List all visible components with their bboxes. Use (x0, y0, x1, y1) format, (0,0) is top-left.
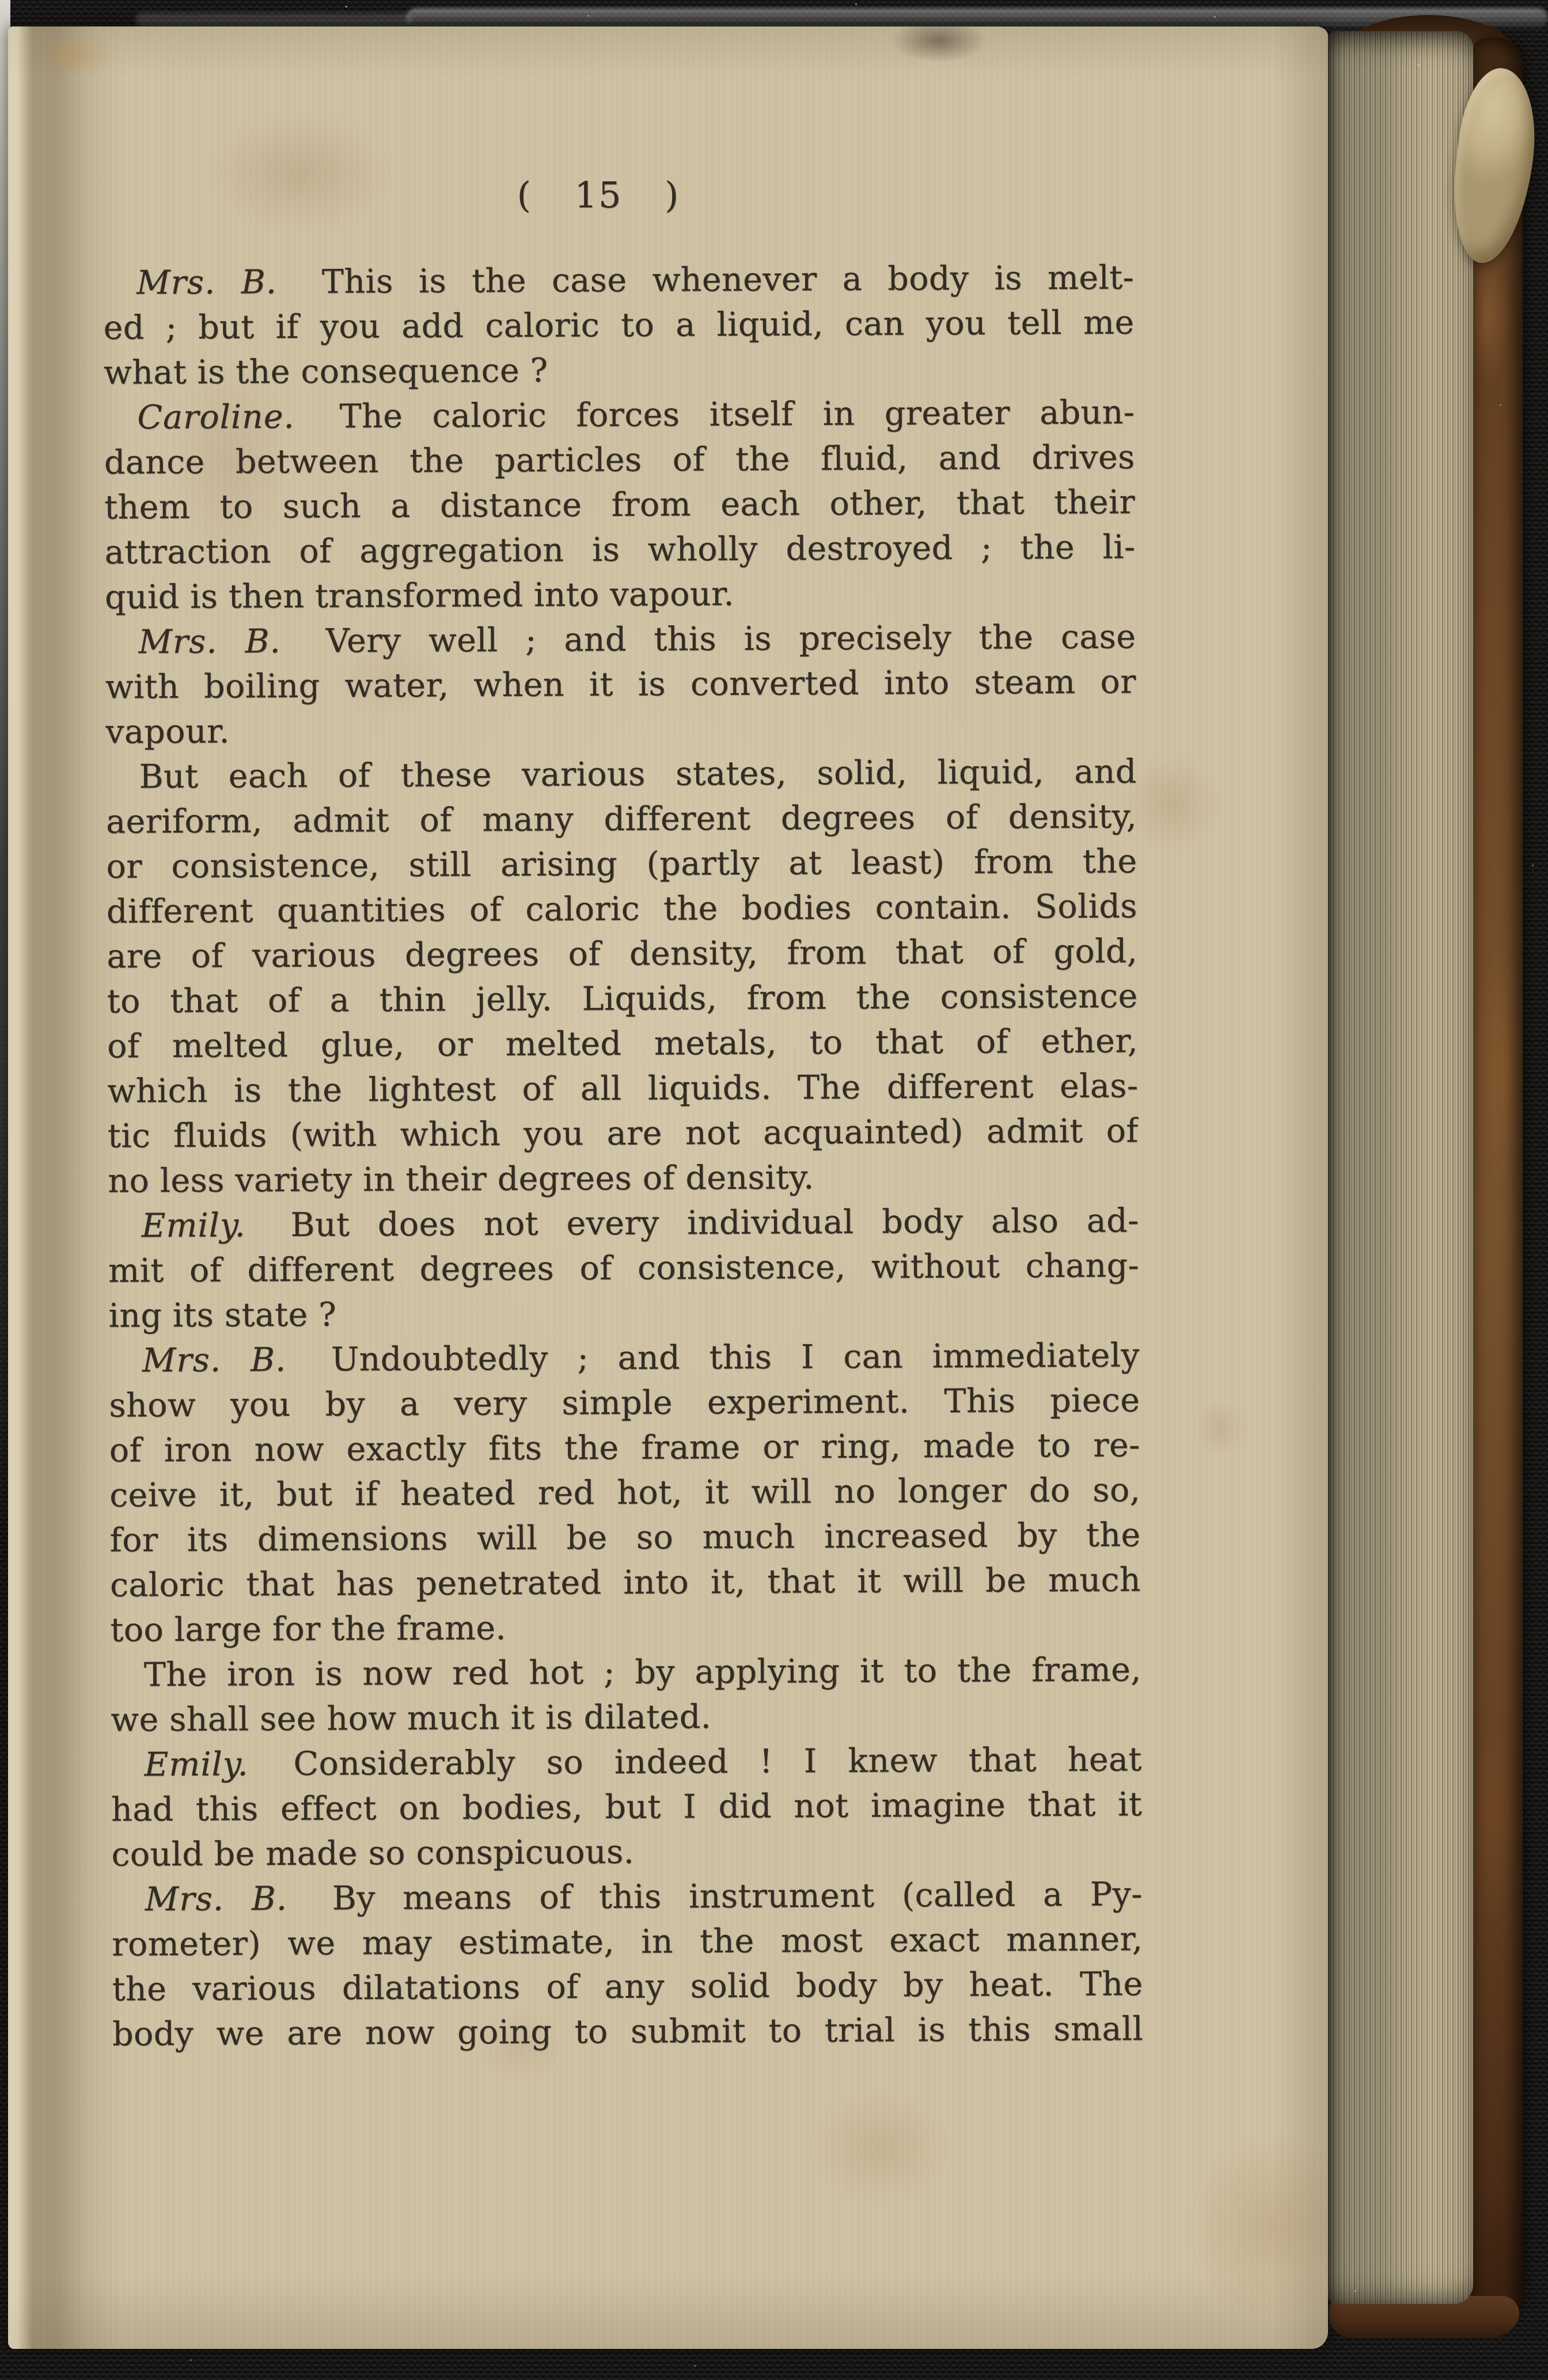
speaker-name: Emily. (141, 1206, 246, 1245)
text-line: or consistence, still arising (partly at least) from the (106, 842, 1137, 886)
paragraph (105, 614, 1136, 754)
text-line: we shall see how much it is dilated. (111, 1698, 712, 1739)
text-line: vapour. (105, 712, 230, 751)
speaker-name: Caroline. (137, 397, 295, 437)
book-page (8, 26, 1328, 2349)
text-line: to that of a thin jelly. Liquids, from the consistence (107, 977, 1138, 1021)
text-line: too large for the frame. (110, 1609, 507, 1649)
text-line: for its dimensions will be so much increased by the (109, 1516, 1141, 1560)
text-line: caloric that has penetrated into it, that it will be much (109, 1561, 1141, 1605)
paragraph (103, 255, 1135, 395)
dust-specks (0, 0, 2, 2)
text-line: what is the consequence ? (103, 351, 548, 392)
text-line: which is the lightest of all liquids. The different elas- (107, 1067, 1139, 1111)
text-line: ing its state ? (108, 1295, 337, 1335)
text-line: Mrs. B. This is the case whenever a body is melt- (136, 258, 1135, 302)
text-line: dance between the particles of the fluid, and drives (104, 438, 1135, 482)
paragraph (109, 1333, 1141, 1652)
paragraph (111, 1737, 1142, 1877)
text-column (103, 255, 1143, 2056)
leather-binding (1472, 38, 1523, 2322)
speaker-name: Emily. (144, 1745, 249, 1784)
text-line: are of various degrees of density, from that of gold, (107, 932, 1138, 976)
text-line: had this effect on bodies, but I did not imagine that it (111, 1785, 1143, 1829)
speaker-name: Mrs. B. (136, 263, 278, 302)
text-line: of melted glue, or melted metals, to that of ether, (107, 1022, 1139, 1066)
text-line: body we are now going to submit to trial is this small (112, 2010, 1144, 2054)
text-line: Caroline. The caloric forces itself in greater abun- (137, 393, 1135, 437)
text-line: The iron is now red hot ; by applying it to the frame, (143, 1651, 1142, 1694)
text-line: mit of different degrees of consistence, without chang- (108, 1246, 1140, 1290)
text-line: different quantities of caloric the bodies contain. Solids (106, 887, 1138, 931)
speaker-name: Mrs. B. (138, 622, 281, 661)
text-line: quid is then transformed into vapour. (104, 575, 735, 617)
text-line: ceive it, but if heated red hot, it will no longer do so, (109, 1471, 1141, 1515)
text-line: of iron now exactly fits the frame or ring, made to re- (109, 1426, 1140, 1470)
paragraph (111, 1647, 1142, 1742)
text-line: Mrs. B. Undoubtedly ; and this I can immediately (142, 1336, 1140, 1380)
text-line: Mrs. B. Very well ; and this is precisely the case (138, 618, 1136, 661)
speaker-name: Mrs. B. (142, 1341, 287, 1380)
page-number: ( 15 ) (517, 174, 680, 216)
text-line: ed ; but if you add caloric to a liquid, can you tell me (103, 303, 1135, 347)
text-line: But each of these various states, solid, liquid, and (139, 752, 1137, 796)
text-line: rometer) we may estimate, in the most exact manner, (112, 1920, 1143, 1964)
text-line: the various dilatations of any solid body by heat. The (112, 1965, 1143, 2009)
text-line: Mrs. B. By means of this instrument (called a Py- (145, 1875, 1143, 1919)
paragraph (108, 1198, 1140, 1338)
book-fore-edge-pages (1328, 31, 1473, 2304)
paragraph (104, 390, 1136, 619)
text-line: no less variety in their degrees of density. (108, 1158, 814, 1200)
text-line: show you by a very simple experiment. This piece (109, 1381, 1140, 1425)
text-line: with boiling water, when it is converted into steam or (105, 663, 1137, 706)
glass-reflection-streak-small (135, 13, 412, 26)
text-line: them to such a distance from each other, that their (104, 483, 1136, 527)
text-line: Emily. But does not every individual body also ad- (141, 1202, 1139, 1245)
text-line: Emily. Considerably so indeed ! I knew that heat (144, 1740, 1142, 1784)
text-line: aeriform, admit of many different degrees of density, (105, 797, 1137, 841)
speaker-name: Mrs. B. (145, 1880, 288, 1919)
paragraph (112, 1872, 1144, 2056)
paragraph (106, 749, 1139, 1203)
text-line: could be made so conspicuous. (111, 1832, 635, 1874)
text-line: tic fluids (with which you are not acquainted) admit of (107, 1112, 1139, 1155)
text-line: attraction of aggregation is wholly destroyed ; the li- (104, 528, 1136, 572)
